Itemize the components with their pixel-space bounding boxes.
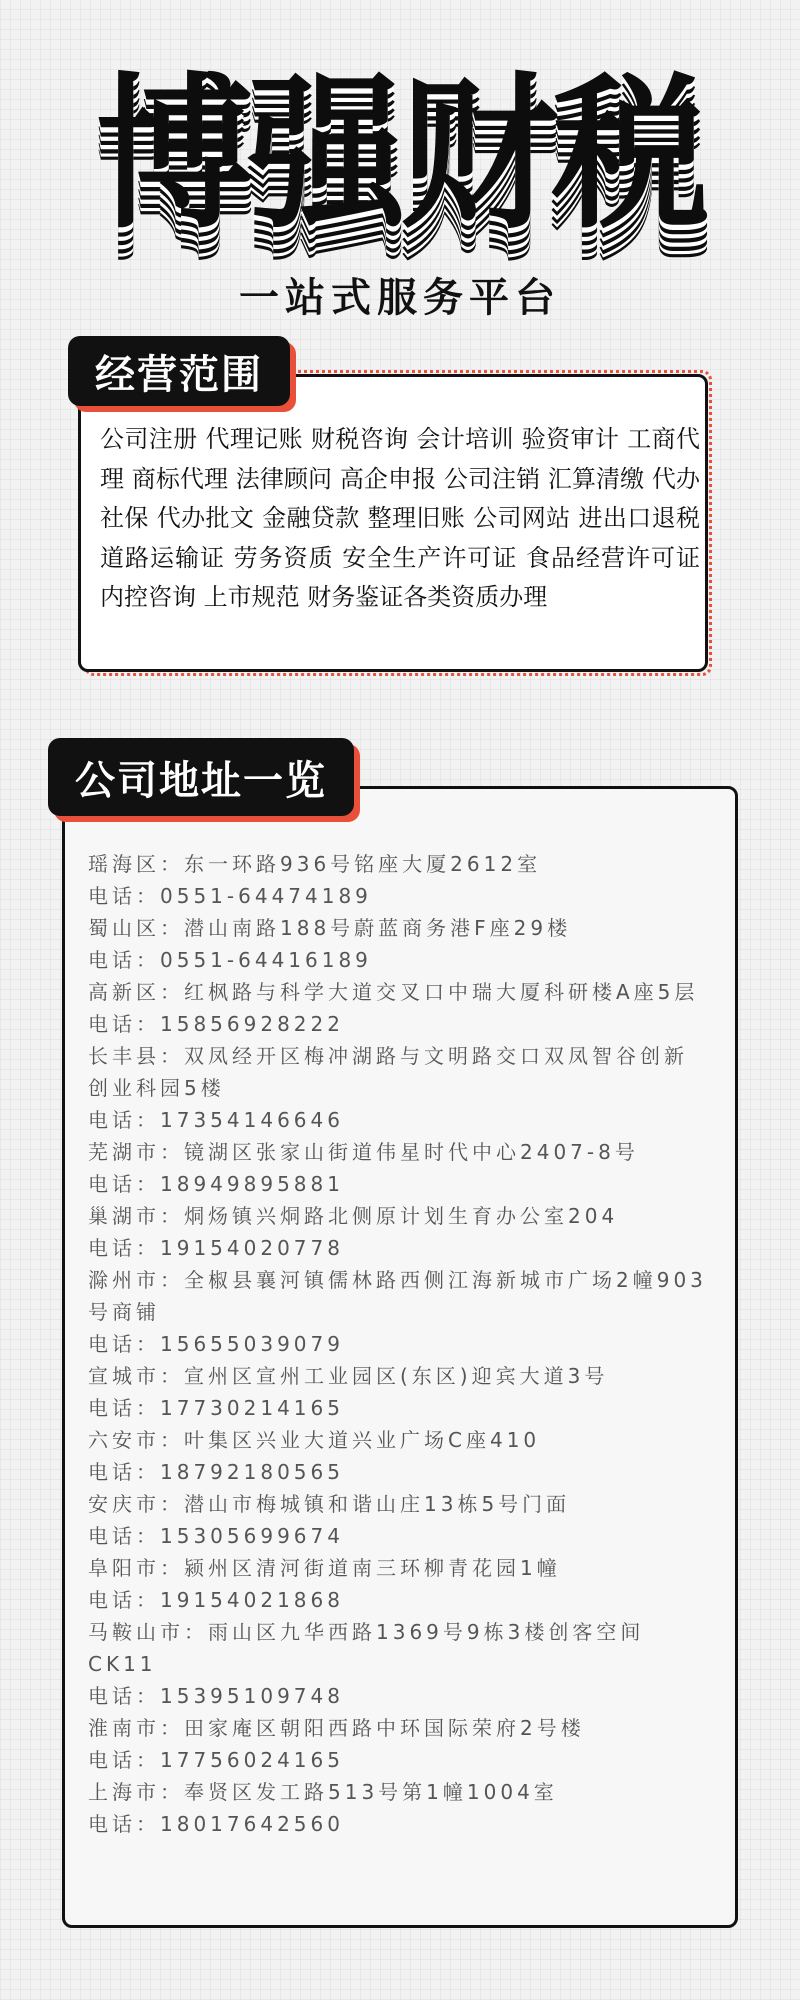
address-tag: 公司地址一览 xyxy=(48,738,354,816)
address-line: 长丰县：双凤经开区梅冲湖路与文明路交口双凤智谷创新创业科园5楼 xyxy=(88,1044,688,1100)
address-line: 上海市：奉贤区发工路513号第1幢1004室 xyxy=(88,1780,558,1804)
address-line: 蜀山区：潜山南路188号蔚蓝商务港F座29楼 xyxy=(88,916,572,940)
address-line: 宣城市：宣州区宣州工业园区(东区)迎宾大道3号 xyxy=(88,1364,609,1388)
phone-line: 电话：15655039079 xyxy=(88,1332,344,1356)
scope-text: 公司注册 代理记账 财税咨询 会计培训 验资审计 工商代理 商标代理 法律顾问 高企申报 公司注销 汇算清缴 代办社保 代办批文 金融贷款 整理旧账 公司网站 进出口退税 道路运输证 劳务资质 安全生产许可证 食品经营许可证 内控咨询 上市规范 财务鉴证各类资质办理 xyxy=(100,425,700,611)
phone-line: 电话：15395109748 xyxy=(88,1684,344,1708)
phone-line: 电话：18792180565 xyxy=(88,1460,344,1484)
address-line: 芜湖市：镜湖区张家山街道伟星时代中心2407-8号 xyxy=(88,1140,639,1164)
brand-subtitle: 一站式服务平台 xyxy=(239,275,561,321)
address-line: 马鞍山市：雨山区九华西路1369号9栋3楼创客空间CK11 xyxy=(88,1620,645,1676)
scope-tag: 经营范围 xyxy=(68,336,290,406)
address-line: 瑶海区：东一环路936号铭座大厦2612室 xyxy=(88,852,542,876)
phone-line: 电话：17756024165 xyxy=(88,1748,344,1772)
phone-line: 电话：19154021868 xyxy=(88,1588,344,1612)
phone-line: 电话：0551-64416189 xyxy=(88,948,372,972)
phone-line: 电话：17730214165 xyxy=(88,1396,344,1420)
address-line: 六安市：叶集区兴业大道兴业广场C座410 xyxy=(88,1428,541,1452)
address-line: 滁州市：全椒县襄河镇儒林路西侧江海新城市广场2幢903号商铺 xyxy=(88,1268,707,1324)
address-line: 阜阳市：颍州区清河街道南三环柳青花园1幢 xyxy=(88,1556,561,1580)
phone-line: 电话：0551-64474189 xyxy=(88,884,372,908)
address-line: 高新区：红枫路与科学大道交叉口中瑞大厦科研楼A座5层 xyxy=(88,980,699,1004)
phone-line: 电话：15305699674 xyxy=(88,1524,344,1548)
address-line: 安庆市：潜山市梅城镇和谐山庄13栋5号门面 xyxy=(88,1492,571,1516)
phone-line: 电话：18017642560 xyxy=(88,1812,344,1836)
address-line: 巢湖市：烔炀镇兴烔路北侧原计划生育办公室204 xyxy=(88,1204,619,1228)
phone-line: 电话：17354146646 xyxy=(88,1108,344,1132)
address-line: 淮南市：田家庵区朝阳西路中环国际荣府2号楼 xyxy=(88,1716,585,1740)
address-list xyxy=(88,848,708,1840)
brand-title: 博强财税 xyxy=(96,58,704,252)
phone-line: 电话：19154020778 xyxy=(88,1236,344,1260)
phone-line: 电话：18949895881 xyxy=(88,1172,344,1196)
phone-line: 电话：15856928222 xyxy=(88,1012,344,1036)
